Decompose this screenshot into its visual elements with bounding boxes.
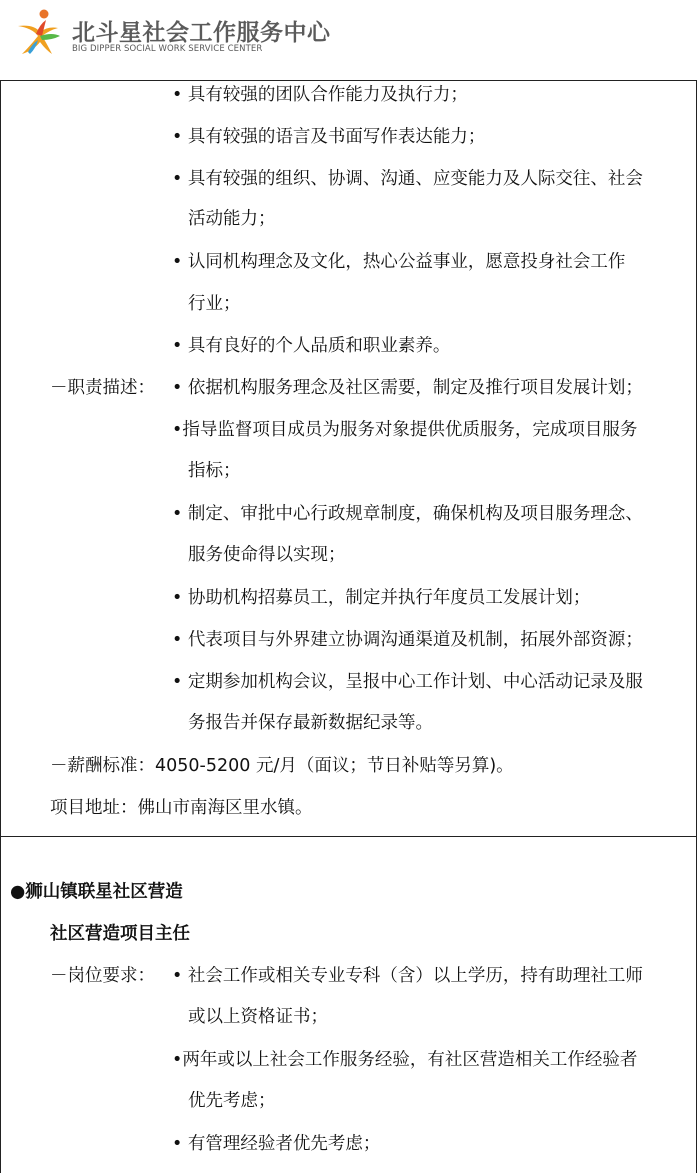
- duty-label: －职责描述：: [50, 378, 155, 398]
- requirement-item: • 有管理经验者优先考虑；: [172, 1134, 381, 1154]
- duty-item: • 制定、审批中心行政规章制度，确保机构及项目服务理念、: [172, 504, 643, 524]
- duty-item: • 依据机构服务理念及社区需要，制定及推行项目发展计划；: [172, 378, 643, 398]
- duty-item-continued: 务报告并保存最新数据纪录等。: [188, 713, 433, 733]
- duty-item: •指导监督项目成员为服务对象提供优质服务，完成项目服务: [172, 420, 638, 440]
- duty-item: • 协助机构招募员工，制定并执行年度员工发展计划；: [172, 588, 591, 608]
- duty-item: • 代表项目与外界建立协调沟通渠道及机制，拓展外部资源；: [172, 630, 643, 650]
- requirement-item-continued: 优先考虑；: [188, 1091, 276, 1111]
- position-title: 社区营造项目主任: [50, 924, 190, 944]
- requirement-item-continued: 或以上资格证书；: [188, 1007, 328, 1027]
- page-header: [0, 0, 700, 80]
- org-name-en: BIG DIPPER SOCIAL WORK SERVICE CENTER: [72, 44, 263, 54]
- address-line: 项目地址：佛山市南海区里水镇。: [50, 798, 313, 818]
- requirement-label: －岗位要求：: [50, 966, 155, 986]
- duty-item-continued: 服务使命得以实现；: [188, 545, 346, 565]
- requirement-item: • 社会工作或相关专业专科（含）以上学历，持有助理社工师: [172, 966, 643, 986]
- requirement-item-continued: 行业；: [188, 294, 241, 314]
- org-name-cn: 北斗星社会工作服务中心: [72, 20, 331, 46]
- duty-item-continued: 指标；: [188, 461, 241, 481]
- big-dipper-logo-icon: [12, 6, 64, 58]
- requirement-item: • 具有较强的团队合作能力及执行力；: [172, 85, 468, 105]
- project-title: ●狮山镇联星社区营造: [10, 882, 183, 902]
- requirement-item: • 具有较强的组织、协调、沟通、应变能力及人际交往、社会: [172, 169, 643, 189]
- requirement-item-continued: 活动能力；: [188, 209, 276, 229]
- requirement-item: • 具有较强的语言及书面写作表达能力；: [172, 127, 486, 147]
- requirement-item: •两年或以上社会工作服务经验，有社区营造相关工作经验者: [172, 1050, 638, 1070]
- requirement-item: • 认同机构理念及文化，热心公益事业，愿意投身社会工作: [172, 252, 626, 272]
- duty-item: • 定期参加机构会议，呈报中心工作计划、中心活动记录及服: [172, 672, 643, 692]
- salary-line: －薪酬标准：4050-5200 元/月（面议；节日补贴等另算)。: [50, 756, 514, 776]
- requirement-item: • 具有良好的个人品质和职业素养。: [172, 336, 451, 356]
